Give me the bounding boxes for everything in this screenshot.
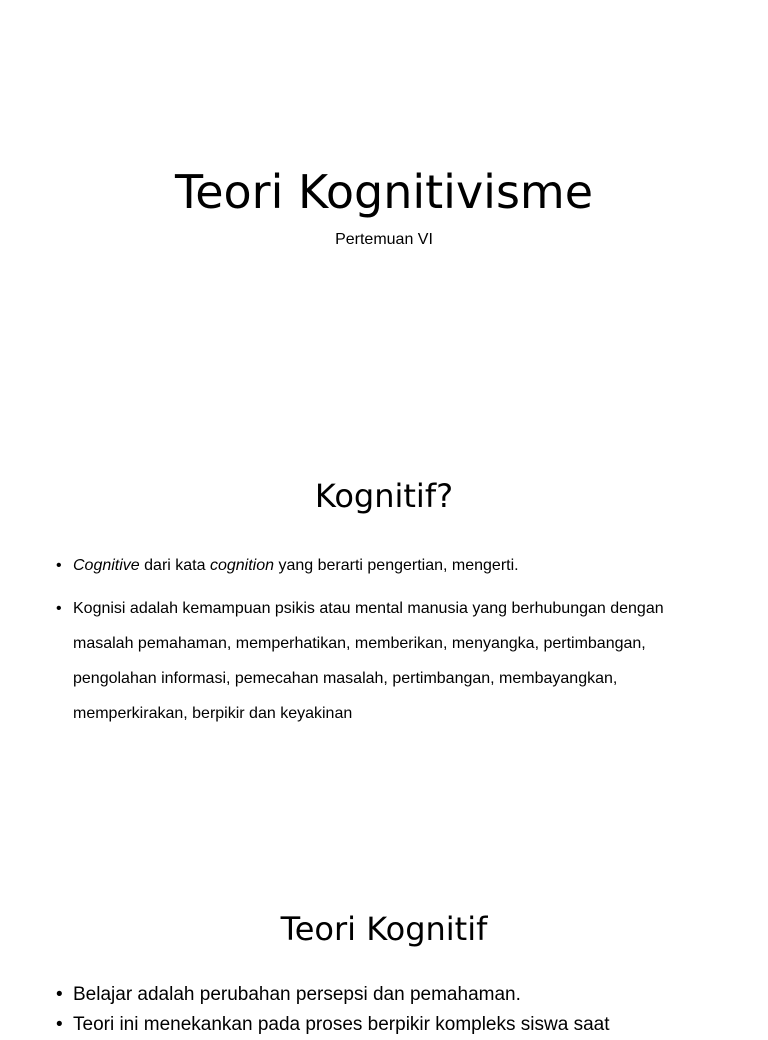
bullet-text-part: yang berarti pengertian, mengerti. bbox=[274, 557, 519, 574]
teori-kognitif-slide bbox=[0, 864, 768, 1035]
bullet-item bbox=[56, 591, 696, 731]
bullet-dot-icon: • bbox=[56, 600, 62, 617]
bullet-dot-icon: • bbox=[56, 1014, 63, 1035]
title-slide bbox=[0, 0, 768, 432]
slide-heading: Teori Kognitif bbox=[280, 910, 488, 948]
bullet-dot-icon: • bbox=[56, 984, 63, 1005]
bullet-item bbox=[56, 980, 696, 1010]
bullet-text: Belajar adalah perubahan persepsi dan pemahaman. bbox=[73, 984, 521, 1005]
bullet-text bbox=[73, 557, 519, 574]
bullet-text: Teori ini menekankan pada proses berpikir kompleks siswa saat bbox=[73, 1014, 610, 1035]
bullet-dot-icon: • bbox=[56, 557, 62, 574]
slide-subtitle: Pertemuan VI bbox=[335, 231, 433, 248]
kognitif-slide bbox=[0, 432, 768, 864]
term-cognitive: Cognitive bbox=[73, 557, 140, 574]
bullet-list bbox=[56, 980, 696, 1040]
bullet-text-part: dari kata bbox=[139, 557, 210, 574]
slide-heading: Kognitif? bbox=[314, 477, 454, 515]
bullet-item bbox=[56, 548, 696, 583]
slide-title: Teori Kognitivisme bbox=[174, 165, 594, 219]
bullet-list bbox=[56, 548, 696, 731]
term-cognition: cognition bbox=[209, 557, 275, 574]
bullet-item bbox=[56, 1010, 696, 1040]
bullet-text: Kognisi adalah kemampuan psikis atau mental manusia yang berhubungan dengan masalah pemahaman, memperhatikan, memberikan, menyangka, pertimbangan, pengolahan informasi, pemecahan masalah, pertimbangan, membayangkan, memperkirakan, berpikir dan keyakinan bbox=[73, 600, 664, 722]
